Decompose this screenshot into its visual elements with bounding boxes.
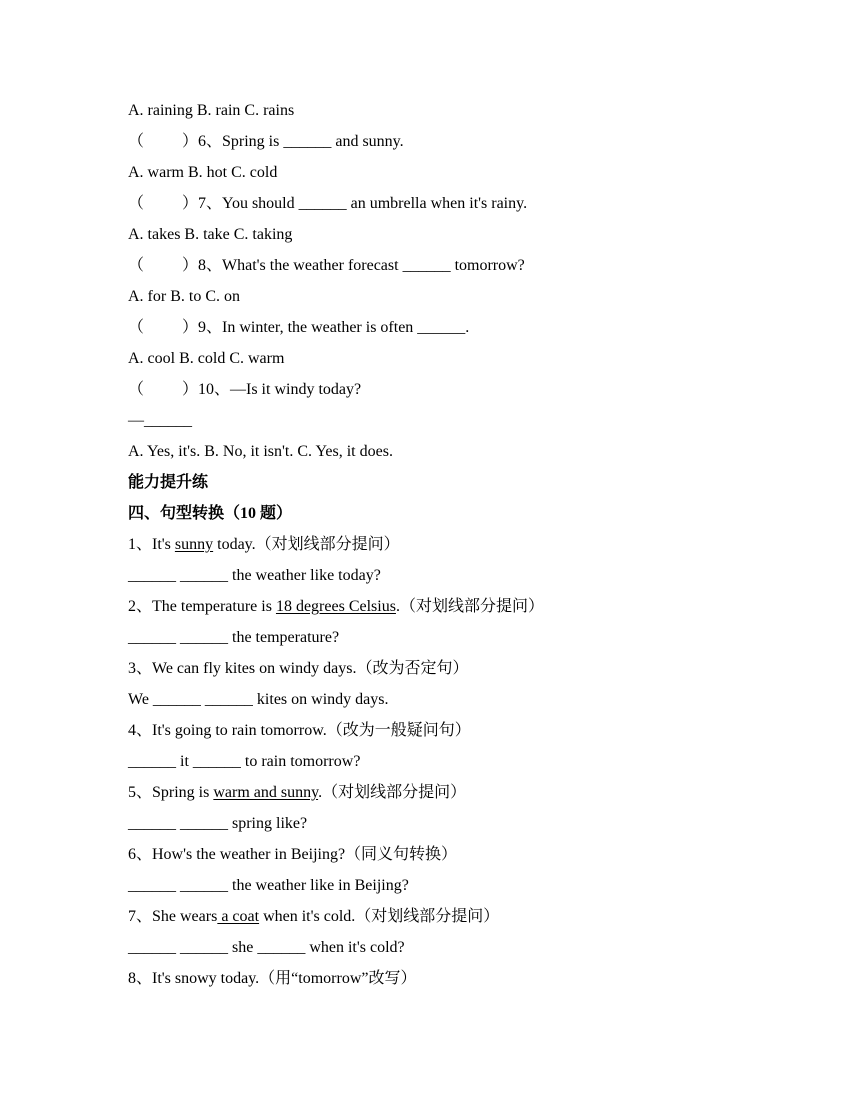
- q8-options: A. for B. to C. on: [128, 288, 240, 305]
- question-text: 9、In winter, the weather is often ______.: [198, 319, 470, 336]
- question-text: 8、What's the weather forecast ______ tomorrow?: [198, 257, 525, 274]
- underlined-phrase: 18 degrees Celsius: [275, 598, 396, 615]
- transform-item-8: 8、It's snowy today.（用“tomorrow”改写）: [128, 970, 417, 987]
- q7-question: [128, 193, 808, 224]
- transform-answer-5: ______ ______ spring like?: [128, 815, 308, 832]
- transform-item-1: 1、It's sunny today.（对划线部分提问）: [128, 536, 400, 553]
- transform-answer-3: We ______ ______ kites on windy days.: [128, 691, 389, 708]
- q8-question: [128, 255, 808, 286]
- transform-item-3: 3、We can fly kites on windy days.（改为否定句）: [128, 660, 469, 677]
- q5-options: A. raining B. rain C. rains: [128, 102, 295, 119]
- q6-options: A. warm B. hot C. cold: [128, 164, 278, 181]
- answer-parentheses: （ ）: [128, 133, 198, 150]
- transform-answer-7: ______ ______ she ______ when it's cold?: [128, 939, 405, 956]
- q6-question: [128, 131, 808, 162]
- q10-options: A. Yes, it's. B. No, it isn't. C. Yes, it does.: [128, 443, 393, 460]
- q10-answer-line: —______: [128, 412, 192, 429]
- part4-title: 四、句型转换（10 题）: [128, 505, 293, 522]
- question-text: 10、—Is it windy today?: [198, 381, 362, 398]
- answer-parentheses: （ ）: [128, 195, 198, 212]
- transform-item-7: 7、She wears a coat when it's cold.（对划线部分提问）: [128, 908, 500, 925]
- transform-answer-4: ______ it ______ to rain tomorrow?: [128, 753, 361, 770]
- transform-item-6: 6、How's the weather in Beijing?（同义句转换）: [128, 846, 458, 863]
- transform-item-4: 4、It's going to rain tomorrow.（改为一般疑问句）: [128, 722, 471, 739]
- underlined-phrase: sunny: [174, 536, 214, 553]
- transform-answer-1: ______ ______ the weather like today?: [128, 567, 381, 584]
- answer-parentheses: （ ）: [128, 381, 198, 398]
- q9-options: A. cool B. cold C. warm: [128, 350, 285, 367]
- transform-answer-6: ______ ______ the weather like in Beijing?: [128, 877, 409, 894]
- q7-options: A. takes B. take C. taking: [128, 226, 293, 243]
- worksheet-page: [128, 100, 808, 999]
- q9-question: [128, 317, 808, 348]
- transform-answer-2: ______ ______ the temperature?: [128, 629, 340, 646]
- q10-question: [128, 379, 808, 410]
- transform-item-2: 2、The temperature is 18 degrees Celsius.（对划线部分提问）: [128, 598, 544, 615]
- question-text: 7、You should ______ an umbrella when it's rainy.: [198, 195, 528, 212]
- transform-item-5: 5、Spring is warm and sunny.（对划线部分提问）: [128, 784, 467, 801]
- underlined-phrase: warm and sunny: [213, 784, 319, 801]
- answer-parentheses: （ ）: [128, 319, 198, 336]
- underlined-phrase: a coat: [217, 908, 260, 925]
- question-text: 6、Spring is ______ and sunny.: [198, 133, 404, 150]
- section-heading: 能力提升练: [128, 474, 209, 491]
- answer-parentheses: （ ）: [128, 257, 198, 274]
